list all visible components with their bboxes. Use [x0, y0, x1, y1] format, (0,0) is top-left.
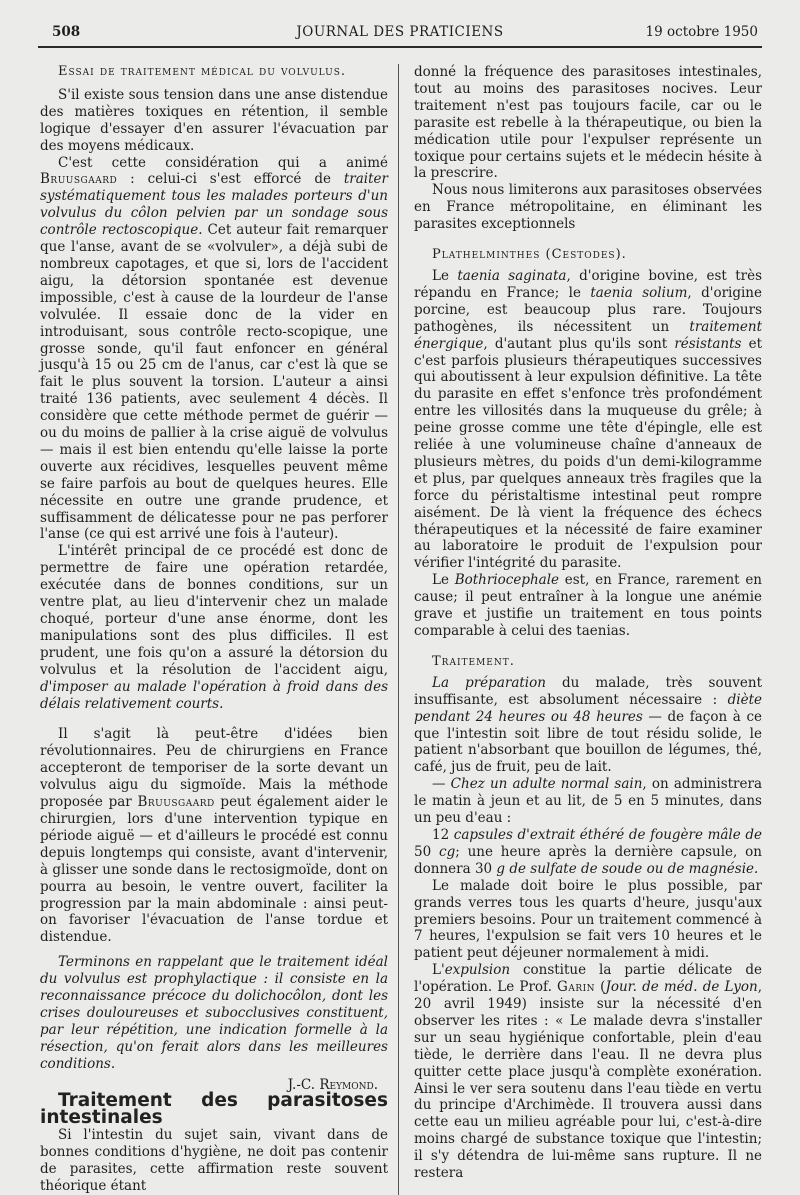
- paragraph: Si l'intestin du sujet sain, vivant dans de bonnes conditions d'hygiène, ne doit pas contenir de parasites, cette affirmation reste souvent théorique étant: [40, 1127, 388, 1194]
- author-name: Bruusgaard: [40, 171, 118, 188]
- paragraph: — Chez un adulte normal sain, on administrera le matin à jeun et au lit, de 5 en 5 minutes, dans un peu d'eau :: [414, 776, 762, 827]
- paragraph-text: : celui-ci s'est efforcé de: [117, 171, 344, 188]
- paragraph: Le Bothriocephale est, en France, rarement en cause; il peut entraîner à la longue une anémie grave et justifie un traitement en tous points comparable à celui des taenias.: [414, 572, 762, 639]
- paragraph: donné la fréquence des parasitoses intestinales, tout au moins des parasitoses nocives. Leur traitement n'est pas toujours facile, car ou le parasite est rebelle à la thérapeutique, ou bien la médication utile pour l'expulser représente un toxique pour certains sujets et le médecin hésite à la prescrire.: [414, 64, 762, 182]
- emphasis-text: traiter systématiquement tous les malades porteurs d'un volvulus du côlon pelvien par un sondage sous contrôle rectoscopique.: [40, 171, 388, 239]
- paragraph-text: Cet auteur fait remarquer que l'anse, avant de se «volvuler», a déjà subi de nombreux capotages, et que si, lors de l'accident aigu, la détorsion spontanée est devenue impossible, c'est à cause de la lourdeur de l'anse volvulée. Il essaie donc de la vider en introduisant, sous contrôle recto-scopique, une grosse sonde, qu'il faut enfoncer en général jusqu'à 15 ou 25 cm de l'anus, car c'est là que se fait le plus souvent la torsion. L'auteur a ainsi traité 136 patients, avec seulement 4 décès. Il considère que cette méthode permet de guérir — ou du moins de pallier à la crise aiguë de volvulus — mais il est bien entendu qu'elle laisse la porte ouverte aux récidives, lesquelles peuvent même se faire parfois au bout de quelques heures. Elle nécessite en outre une grande prudence, et suffisamment de délicatesse pour ne pas perforer l'anse (ce qui est arrivé une fois à l'auteur).: [40, 222, 388, 543]
- right-column: [414, 64, 762, 1195]
- emphasis-text: d'imposer au malade l'opération à froid dans des délais relativement courts.: [40, 678, 388, 712]
- journal-title: JOURNAL DES PRATICIENS: [296, 24, 504, 40]
- paragraph: [40, 543, 388, 712]
- paragraph: [40, 87, 388, 155]
- paragraph: [40, 726, 388, 946]
- paragraph-text: L'intérêt principal de ce procédé est donc de permettre de faire une opération retardée, exécutée dans de bonnes conditions, sur un ventre plat, au lieu d'intervenir chez un malade choqué, porteur d'une anse énorme, dont les manipulations sont des plus difficiles. Il est prudent, une fois qu'on a assuré la détorsion du volvulus et la résolution de l'accident aigu,: [40, 543, 388, 678]
- paragraph: Le taenia saginata, d'origine bovine, est très répandu en France; le taenia solium, d'origine porcine, est beaucoup plus rare. Toujours pathogènes, ils nécessitent un traitement énergique, d'autant plus qu'ils sont résistants et c'est parfois plusieurs thérapeutiques successives qui aboutissent à leur expulsion définitive. La tête du parasite en effet s'enfonce très profondément entre les villosités dans la muqueuse du grêle; à peine grosse comme une tête d'épingle, elle est reliée à une volumineuse chaîne d'anneaux de plusieurs mètres, du poids d'un demi-kilogramme et plus, par quelques anneaux très fragiles que la force du péristaltisme intestinal peut rompre aisément. De là vient la fréquence des échecs thérapeutiques et la nécessité de faire examiner au laboratoire le produit de l'expulsion pour vérifier l'intégrité du parasite.: [414, 267, 763, 572]
- two-column-body: [40, 64, 762, 1195]
- paragraph: Nous nous limiterons aux parasitoses observées en France métropolitaine, en éliminant les parasites exceptionnels: [414, 182, 762, 233]
- running-header: [40, 24, 760, 44]
- article-title: Traitement des parasitoses intestinales: [40, 1090, 388, 1129]
- author-signature: J.-C. Reymond.: [287, 1076, 378, 1093]
- paragraph-text: C'est cette considération qui a animé: [58, 154, 388, 171]
- paragraph: Le malade doit boire le plus possible, par grands verres tous les quarts d'heure, jusqu'aux premiers besoins. Pour un traitement commencé à 7 heures, l'expulsion se fait vers 10 heures et le patient peut déjeuner normalement à midi.: [414, 877, 762, 962]
- page-number: 508: [52, 24, 81, 40]
- section-heading-cestodes: Plathelminthes (Cestodes).: [432, 247, 627, 263]
- section-heading-traitement: Traitement.: [432, 653, 515, 669]
- paragraph-text: Il s'agit là peut-être d'idées bien révolutionnaires. Peu de chirurgiens en France accepteront de temporiser de la sorte devant un volvulus aigu du sigmoïde. Mais la méthode proposée par: [40, 726, 388, 811]
- conclusion-paragraph: Terminons en rappelant que le traitement idéal du volvulus est prophylactique : il consiste en la reconnaissance précoce du dolichocôlon, dont les crises douloureuses et subocclusives constituent, par leur répétition, une indication formelle à la résection, qu'on ferait alors dans les meilleures conditions.: [40, 954, 388, 1072]
- paragraph: La préparation du malade, très souvent insuffisante, est absolument nécessaire : diète pendant 24 heures ou 48 heures — de façon à ce que l'intestin soit libre de tout résidu solide, le patient n'absorbant que bouillon de légumes, thé, café, jus de fruit, peu de lait.: [414, 674, 762, 776]
- paragraph: L'expulsion constitue la partie délicate de l'opération. Le Prof. Garin (Jour. de méd. de Lyon, 20 avril 1949) insiste sur la nécessité d'en observer les rites : « Le malade devra s'installer sur un seau hygiénique confortable, plein d'eau tiède, le derrière dans l'eau. Il ne devra plus quitter cette place jusqu'à complète exonération. Ainsi le ver sera soutenu dans l'eau tiède en vertu du principe d'Archimède. Il trouvera aussi dans cette eau un milieu agréable pour lui, c'est-à-dire moins chargé de substance toxique que l'intestin; il s'y détendra de lui-même sans rupture. Il ne restera: [414, 962, 763, 1182]
- author-name: Bruusgaard: [137, 794, 215, 811]
- paragraph-text: S'il existe sous tension dans une anse distendue des matières toxiques en rétention, il semble logique d'essayer d'en assurer l'évacuation par des moyens médicaux.: [40, 86, 388, 154]
- left-column: [40, 64, 399, 1195]
- dosage-paragraph: 12 capsules d'extrait éthéré de fougère mâle de 50 cg; une heure après la dernière capsule, on donnera 30 g de sulfate de soude ou de magnésie.: [414, 826, 762, 877]
- header-rule: [38, 46, 762, 48]
- paragraph: [40, 155, 388, 544]
- issue-date: 19 octobre 1950: [645, 24, 758, 40]
- section-heading-volvulus: Essai de traitement médical du volvulus.: [58, 64, 347, 79]
- paragraph-text: peut également aider le chirurgien, lors d'une intervention typique en période aiguë — et d'ailleurs le procédé est connu depuis longtemps qui consiste, avant d'intervenir, à glisser une sonde dans le rectosigmoïde, dont on pourra au besoin, le ventre ouvert, faciliter la progression par la main abdominale : ainsi peut-on favoriser l'évacuation de l'anse tordue et distendue.: [40, 794, 388, 946]
